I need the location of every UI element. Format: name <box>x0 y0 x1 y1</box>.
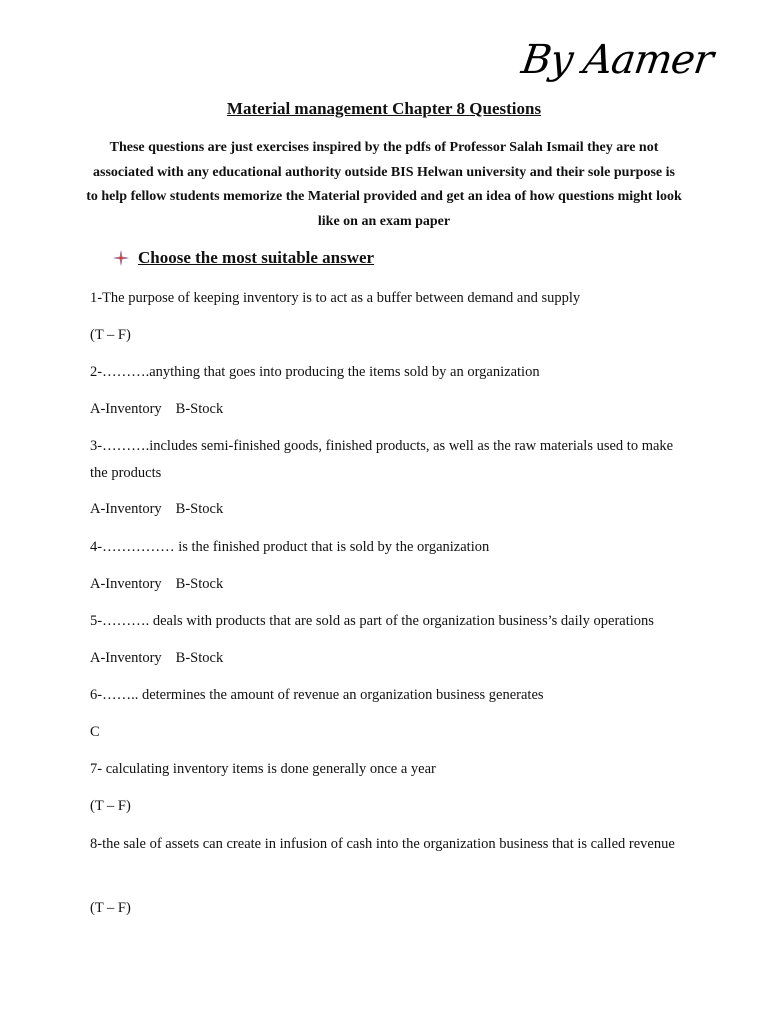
document-title: Material management Chapter 8 Questions <box>226 99 542 118</box>
question-6: 6-…….. determines the amount of revenue an organization business generates <box>90 687 544 703</box>
options-5 <box>90 650 223 667</box>
question-8: 8-the sale of assets can create in infusion of cash into the organization business that is called revenue <box>90 836 675 852</box>
options-2 <box>90 401 223 418</box>
answer-choice-7: (T – F) <box>90 798 131 814</box>
sparkle-icon <box>112 249 130 267</box>
options-3 <box>90 501 223 518</box>
question-4: 4-…………… is the finished product that is sold by the organization <box>90 539 490 555</box>
section-title: Choose the most suitable answer <box>138 248 375 267</box>
author-signature: By Aamer <box>518 37 716 83</box>
option-b: B-Stock <box>175 576 224 592</box>
section-header <box>112 248 374 268</box>
option-a: A-Inventory <box>90 576 162 592</box>
option-b: B-Stock <box>175 650 224 666</box>
option-a: A-Inventory <box>90 401 162 417</box>
option-a: A-Inventory <box>90 650 162 666</box>
question-5: 5-………. deals with products that are sold as part of the organization business’s daily operations <box>90 613 654 629</box>
question-1: 1-The purpose of keeping inventory is to act as a buffer between demand and supply <box>90 290 581 306</box>
option-b: B-Stock <box>175 401 224 417</box>
intro-paragraph: These questions are just exercises inspired by the pdfs of Professor Salah Ismail they are not associated with any educational authority outside BIS Helwan university and their sole purpose is to help fellow students memorize the Material provided and get an idea of how questions might look like on an exam paper <box>86 140 682 229</box>
options-4 <box>90 576 223 593</box>
question-7: 7- calculating inventory items is done generally once a year <box>90 761 436 777</box>
answer-choice-1: (T – F) <box>90 327 131 343</box>
answer-choice-8: (T – F) <box>90 900 131 916</box>
question-2: 2-……….anything that goes into producing the items sold by an organization <box>90 364 540 380</box>
question-3: 3-……….includes semi-finished goods, finished products, as well as the raw materials used to make the products <box>90 438 674 481</box>
answer-choice-6: C <box>90 724 100 740</box>
option-b: B-Stock <box>175 501 224 517</box>
option-a: A-Inventory <box>90 501 162 517</box>
